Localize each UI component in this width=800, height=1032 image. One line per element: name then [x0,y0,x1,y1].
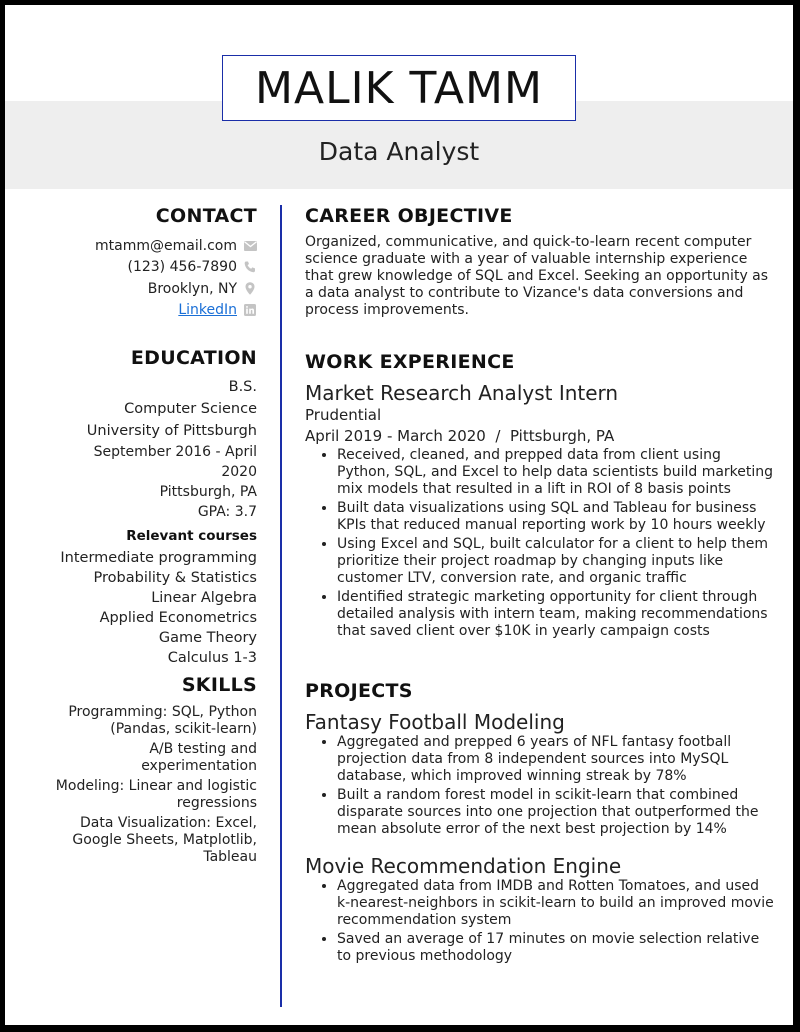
project-title: Fantasy Football Modeling [305,710,565,734]
course-item: Applied Econometrics [99,610,257,626]
linkedin-icon [243,303,257,317]
course-item: Linear Algebra [151,590,257,606]
objective-heading: CAREER OBJECTIVE [305,205,513,227]
skill-item: A/B testing and experimentation [141,741,257,774]
education-school: University of Pittsburgh [86,423,257,439]
phone-icon [243,260,257,274]
contact-linkedin [55,300,257,322]
job-role: Data Analyst [318,137,480,166]
map-pin-icon [243,282,257,296]
experience-bullet: • Using Excel and SQL, built calculator for a client to help them prioritize their project roadmap by changing inputs like customer LTV, conversion rate, and organic traffic [337,536,775,587]
education-dates: September 2016 - April 2020 [93,444,257,480]
experience-section [305,351,775,642]
contact-heading: CONTACT [155,205,257,227]
envelope-icon [243,239,257,253]
course-item: Game Theory [158,630,257,646]
contact-section [55,205,257,321]
project-bullet: • Saved an average of 17 minutes on movie selection relative to previous methodology [337,931,775,965]
experience-company: Prudential [305,406,382,424]
linkedin-link[interactable]: LinkedIn [178,302,237,319]
skills-heading: SKILLS [181,674,257,696]
experience-title: Market Research Analyst Intern [305,381,619,405]
project-title: Movie Recommendation Engine [305,854,622,878]
experience-bullet: • Received, cleaned, and prepped data from client using Python, SQL, and Excel to help data scientists build marketing mix models that resulted in a lift in ROI of 8 basis points [337,447,775,498]
candidate-name: MALIK TAMM [222,55,576,121]
objective-text: Organized, communicative, and quick-to-learn recent computer science graduate with a year of valuable internship experience that grew knowledge of SQL and Excel. Seeking an opportunity as a data analyst to contribute to Vizance's data conversions and process improvements. [305,234,769,318]
course-item: Intermediate programming [60,550,257,566]
contact-location: Brooklyn, NY [55,278,257,300]
project-bullet: • Aggregated and prepped 6 years of NFL fantasy football projection data from 8 independent sources into MySQL database, which improved winning streak by 78% [337,734,775,785]
skill-item: Programming: SQL, Python (Pandas, scikit-learn) [68,704,257,737]
experience-heading: WORK EXPERIENCE [305,351,515,373]
skill-item: Modeling: Linear and logistic regressions [55,778,257,811]
project-bullets [305,734,775,838]
experience-bullet: • Identified strategic marketing opportunity for client through detailed analysis with intern team, making recommendations that saved client over $10K in yearly campaign costs [337,589,775,640]
objective-section [305,205,775,319]
project-bullet: • Built a random forest model in scikit-learn that combined disparate sources into one projection that outperformed the mean absolute error of the next best projection by 14% [337,787,775,838]
skill-item: Data Visualization: Excel, Google Sheets, Matplotlib, Tableau [72,815,257,865]
contact-phone: (123) 456-7890 [55,257,257,279]
resume-page [5,5,793,1025]
experience-dates-location: April 2019 - March 2020 / Pittsburgh, PA [305,427,615,445]
experience-bullet: • Built data visualizations using SQL and Tableau for business KPIs that reduced manual reporting work by 10 hours weekly [337,500,775,534]
column-divider [280,205,282,1007]
projects-section [305,680,775,967]
education-location: Pittsburgh, PA [159,484,257,500]
experience-bullets [305,447,775,640]
skills-list [55,704,257,866]
courses-list [55,548,257,668]
course-item: Probability & Statistics [93,570,257,586]
education-gpa: GPA: 3.7 [197,504,257,520]
projects-heading: PROJECTS [305,680,413,702]
contact-email: mtamm@email.com [55,235,257,257]
project-bullet: • Aggregated data from IMDB and Rotten Tomatoes, and used k-nearest-neighbors in scikit-learn to build an improved movie recommendation system [337,878,775,929]
project-bullets [305,878,775,965]
education-heading: EDUCATION [130,347,257,369]
courses-heading: Relevant courses [126,528,257,544]
education-major: Computer Science [124,401,257,417]
education-section [55,347,257,668]
skills-section [55,674,257,869]
education-degree: B.S. [228,379,257,395]
course-item: Calculus 1-3 [167,650,257,666]
